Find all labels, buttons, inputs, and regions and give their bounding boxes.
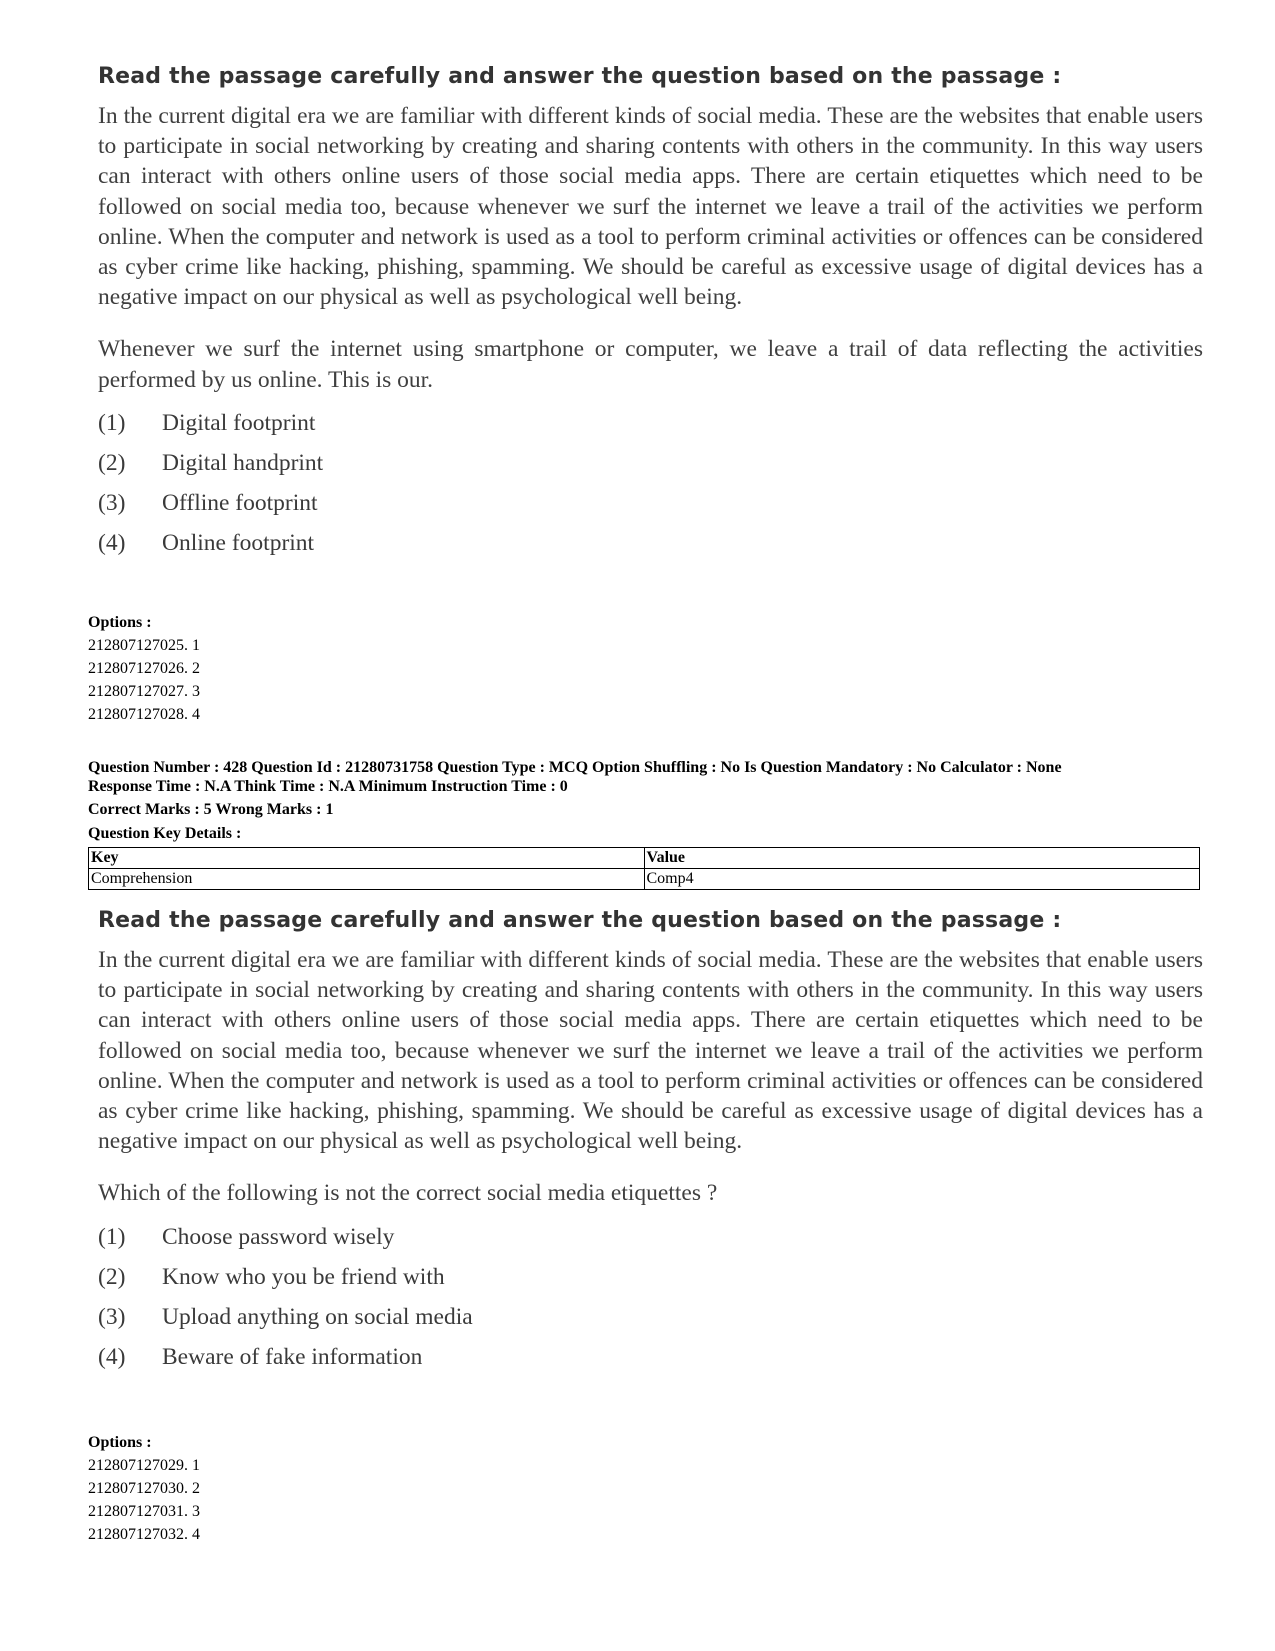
option-id: 212807127031. 3 (88, 1503, 200, 1520)
key-details-label: Question Key Details : (88, 825, 242, 842)
option-id: 212807127027. 3 (88, 683, 200, 700)
choice-item (98, 403, 1203, 443)
table-cell: Comprehension (89, 869, 645, 890)
option-id: 212807127028. 4 (88, 706, 200, 723)
choice-number: (4) (98, 1343, 126, 1370)
table-row (89, 869, 1200, 890)
passage-text: In the current digital era we are familiar with different kinds of social media. These are the websites that enable users to participate in social networking by creating and sharing contents with others in the community. In this way users can interact with others online users of those social media apps. There are certain etiquettes which need to be followed on social media too, because whenever we surf the internet we leave a trail of the activities we perform online. When the computer and network is used as a tool to perform criminal activities or offences can be considered as cyber crime like hacking, phishing, spamming. We should be careful as excessive usage of digital devices has a negative impact on our physical as well as psychological well being. (98, 947, 1203, 1155)
table-header-cell: Key (89, 848, 645, 869)
choice-text: Beware of fake information (162, 1343, 423, 1370)
choice-number: (2) (98, 449, 126, 476)
options-block-428 (88, 1432, 1200, 1546)
choice-text: Offline footprint (162, 489, 318, 516)
choice-text: Digital footprint (162, 409, 316, 436)
passage-heading: Read the passage carefully and answer the question based on the passage : (98, 908, 1062, 933)
option-id: 212807127026. 2 (88, 660, 200, 677)
question-meta-line: Response Time : N.A Think Time : N.A Minimum Instruction Time : 0 (88, 778, 568, 795)
choice-list (98, 403, 1203, 563)
choice-number: (3) (98, 1303, 126, 1330)
table-header-cell: Value (644, 848, 1200, 869)
choice-item (98, 1257, 1203, 1297)
question-text: Which of the following is not the correct social media etiquettes ? (98, 1180, 718, 1207)
passage-scan-prev (88, 60, 1203, 563)
choice-number: (4) (98, 529, 126, 556)
choice-number: (1) (98, 1223, 126, 1250)
option-id: 212807127032. 4 (88, 1526, 200, 1543)
choice-text: Know who you be friend with (162, 1263, 445, 1290)
choice-text: Online footprint (162, 529, 315, 556)
choice-list (98, 1217, 1203, 1377)
passage-heading: Read the passage carefully and answer the question based on the passage : (98, 64, 1062, 89)
choice-number: (3) (98, 489, 126, 516)
passage-text: In the current digital era we are familiar with different kinds of social media. These are the websites that enable users to participate in social networking by creating and sharing contents with others in the community. In this way users can interact with others online users of those social media apps. There are certain etiquettes which need to be followed on social media too, because whenever we surf the internet we leave a trail of the activities we perform online. When the computer and network is used as a tool to perform criminal activities or offences can be considered as cyber crime like hacking, phishing, spamming. We should be careful as excessive usage of digital devices has a negative impact on our physical as well as psychological well being. (98, 103, 1203, 311)
choice-item (98, 1337, 1203, 1377)
option-id: 212807127025. 1 (88, 637, 200, 654)
question-meta-428 (88, 758, 1200, 890)
choice-item (98, 443, 1203, 483)
marks-line: Correct Marks : 5 Wrong Marks : 1 (88, 801, 334, 818)
choice-item (98, 523, 1203, 563)
question-text: Whenever we surf the internet using smartphone or computer, we leave a trail of data reflecting the activities performed by us online. This is our. (98, 336, 1203, 393)
question-meta-line: Question Number : 428 Question Id : 21280731758 Question Type : MCQ Option Shuffling : No Is Question Mandatory : No Calculator : None (88, 759, 1062, 776)
options-block-prev (88, 612, 1200, 726)
choice-item (98, 483, 1203, 523)
option-id: 212807127030. 2 (88, 1480, 200, 1497)
table-header-row (89, 848, 1200, 869)
options-label: Options : (88, 1434, 152, 1451)
option-id: 212807127029. 1 (88, 1457, 200, 1474)
key-details-table (88, 847, 1200, 890)
passage-scan-428 (88, 904, 1203, 1377)
choice-text: Digital handprint (162, 449, 324, 476)
choice-item (98, 1217, 1203, 1257)
options-label: Options : (88, 614, 152, 631)
choice-text: Choose password wisely (162, 1223, 395, 1250)
choice-number: (1) (98, 409, 126, 436)
choice-number: (2) (98, 1263, 126, 1290)
table-cell: Comp4 (644, 869, 1200, 890)
choice-item (98, 1297, 1203, 1337)
choice-text: Upload anything on social media (162, 1303, 473, 1330)
